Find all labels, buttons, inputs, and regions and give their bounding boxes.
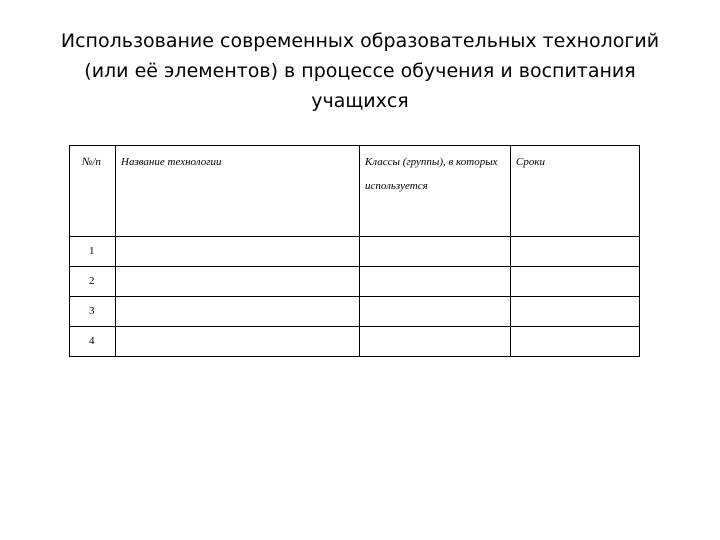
row-number: 4 [89,335,95,347]
header-classes-label: Классы (группы), в которых используется [365,156,498,192]
cell-terms [511,327,640,357]
header-name-label: Название технологии [121,156,222,168]
cell-terms [511,237,640,267]
cell-number [70,237,116,267]
row-number: 2 [89,275,95,287]
page-title [30,26,690,116]
row-number: 1 [89,245,95,257]
cell-number [70,327,116,357]
cell-classes [360,237,511,267]
header-cell-name [116,146,360,237]
row-number: 3 [89,305,95,317]
cell-name [116,297,360,327]
table-row [70,327,640,357]
table-row [70,267,640,297]
header-cell-terms [511,146,640,237]
header-number-label: №/п [82,156,101,168]
cell-terms [511,297,640,327]
header-terms-label: Сроки [516,156,545,168]
cell-name [116,327,360,357]
table-header-row [70,146,640,237]
cell-name [116,237,360,267]
cell-terms [511,267,640,297]
cell-classes [360,267,511,297]
table-row [70,297,640,327]
cell-classes [360,297,511,327]
cell-number [70,267,116,297]
title-line-2: (или её элементов) в процессе обучения и воспитания [84,60,636,82]
cell-classes [360,327,511,357]
cell-number [70,297,116,327]
table-row [70,237,640,267]
cell-name [116,267,360,297]
title-line-3: учащихся [311,90,409,112]
header-cell-classes [360,146,511,237]
title-line-1: Использование современных образовательных технологий [60,30,660,52]
technologies-table [69,145,640,357]
header-cell-number [70,146,116,237]
